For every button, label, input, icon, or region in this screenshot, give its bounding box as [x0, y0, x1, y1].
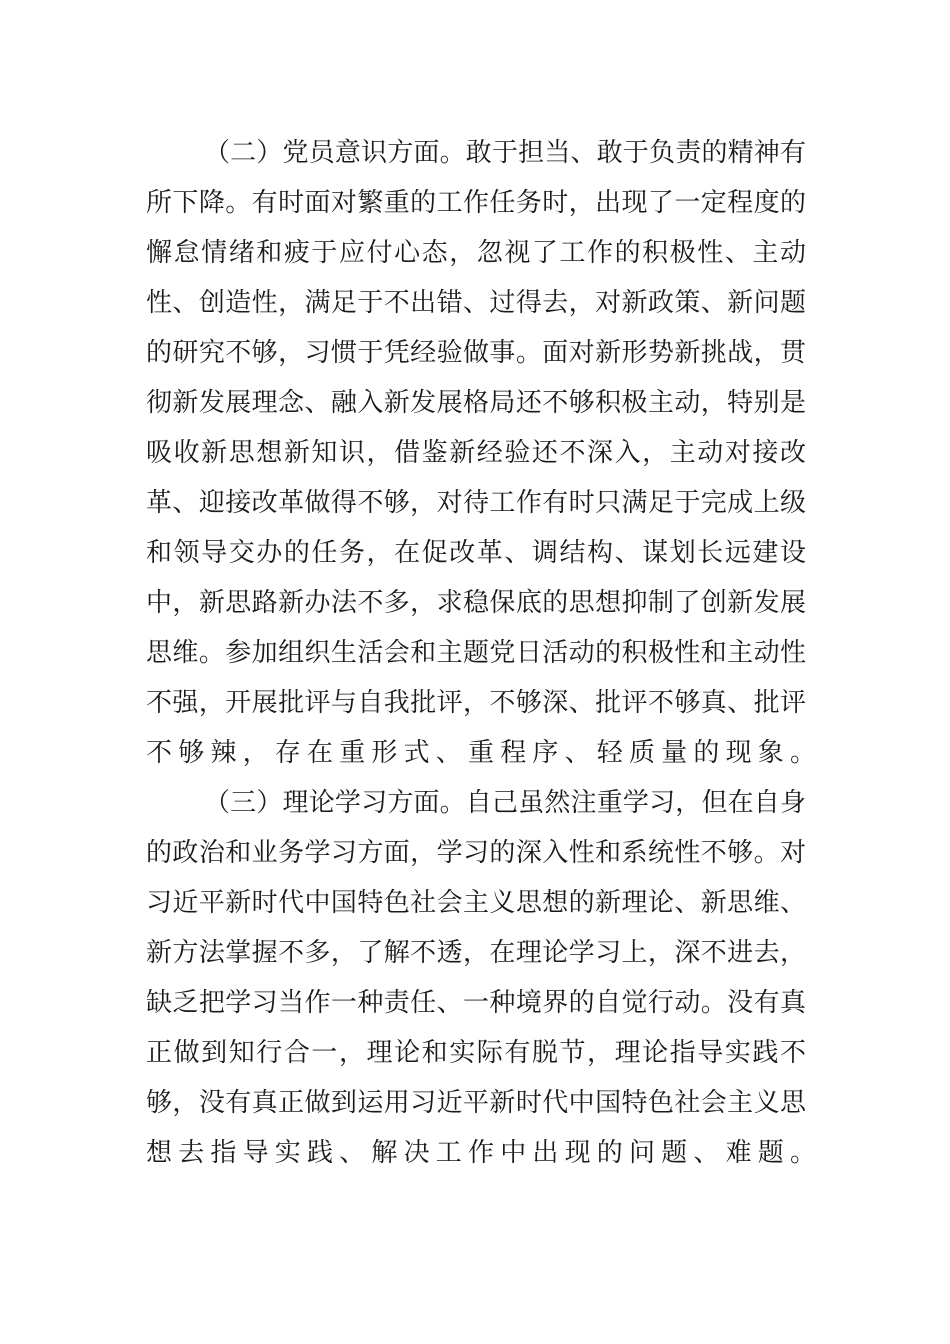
paragraph-line: （二）党员意识方面。敢于担当、敢于负责的精神有: [204, 138, 806, 168]
paragraph-line: 革、迎接改革做得不够，对待工作有时只满足于完成上级: [146, 488, 806, 518]
paragraph-line: 正做到知行合一，理论和实际有脱节，理论指导实践不: [146, 1038, 806, 1068]
paragraph-line: （三）理论学习方面。自己虽然注重学习，但在自身: [204, 788, 806, 818]
paragraph-line: 思维。参加组织生活会和主题党日活动的积极性和主动性: [146, 638, 806, 668]
paragraph-line: 所下降。有时面对繁重的工作任务时，出现了一定程度的: [146, 188, 806, 218]
paragraph-line: 够，没有真正做到运用习近平新时代中国特色社会主义思: [146, 1088, 806, 1118]
paragraph-line: 的研究不够，习惯于凭经验做事。面对新形势新挑战，贯: [146, 338, 806, 368]
paragraph-theory-study: [146, 778, 823, 1178]
paragraph-line: 性、创造性，满足于不出错、过得去，对新政策、新问题: [146, 288, 806, 318]
paragraph-line: 和领导交办的任务，在促改革、调结构、谋划长远建设: [146, 538, 806, 568]
document-body: [146, 128, 823, 1178]
paragraph-line: 习近平新时代中国特色社会主义思想的新理论、新思维、: [146, 888, 806, 918]
paragraph-line: 吸收新思想新知识，借鉴新经验还不深入，主动对接改: [146, 438, 806, 468]
paragraph-line: 缺乏把学习当作一种责任、一种境界的自觉行动。没有真: [146, 988, 806, 1018]
paragraph-line: 不够辣，存在重形式、重程序、轻质量的现象。: [146, 738, 823, 768]
paragraph-line: 懈怠情绪和疲于应付心态，忽视了工作的积极性、主动: [146, 238, 806, 268]
paragraph-line: 彻新发展理念、融入新发展格局还不够积极主动，特别是: [146, 388, 806, 418]
paragraph-line: 想去指导实践、解决工作中出现的问题、难题。: [146, 1138, 823, 1168]
paragraph-line: 中，新思路新办法不多，求稳保底的思想抑制了创新发展: [146, 588, 806, 618]
paragraph-line: 的政治和业务学习方面，学习的深入性和系统性不够。对: [146, 838, 806, 868]
paragraph-line: 新方法掌握不多，了解不透，在理论学习上，深不进去，: [146, 938, 806, 968]
paragraph-party-awareness: [146, 128, 823, 778]
paragraph-line: 不强，开展批评与自我批评，不够深、批评不够真、批评: [146, 688, 806, 718]
